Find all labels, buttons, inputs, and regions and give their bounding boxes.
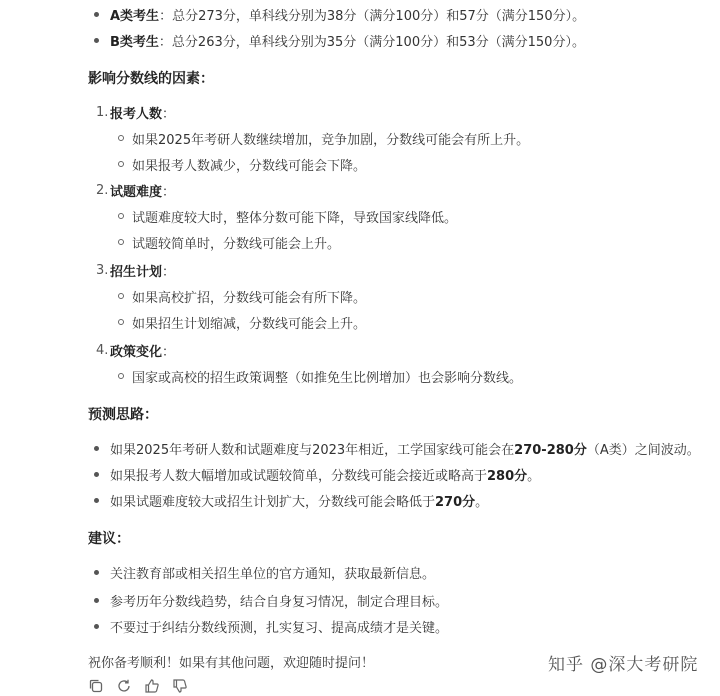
sub-text: 如果2025年考研人数继续增加，竞争加剧，分数线可能会有所上升。 — [132, 132, 530, 148]
section-heading-advice: 建议： — [88, 531, 130, 547]
bullet-icon — [118, 161, 124, 167]
copy-icon[interactable] — [88, 678, 104, 694]
item-colon: ： — [162, 264, 176, 280]
thumbs-up-icon[interactable] — [144, 678, 160, 694]
item-number: 2. — [96, 182, 109, 198]
bullet-icon — [94, 598, 99, 603]
bullet-icon — [94, 624, 99, 629]
bullet-icon — [118, 239, 124, 245]
bullet-icon — [94, 472, 99, 477]
bullet-icon — [94, 12, 99, 17]
list-item — [110, 562, 435, 582]
item-highlight: 270分 — [435, 494, 476, 510]
regenerate-icon[interactable] — [116, 678, 132, 694]
sub-item — [132, 232, 340, 252]
sub-text: 如果报考人数减少，分数线可能会下降。 — [132, 158, 367, 174]
list-item — [110, 490, 488, 510]
bullet-icon — [118, 293, 124, 299]
sub-text: 试题难度较大时，整体分数可能下降，导致国家线降低。 — [132, 210, 458, 226]
item-title: 政策变化 — [110, 344, 163, 360]
item-title: 试题难度 — [110, 184, 163, 200]
message-actions — [88, 678, 188, 694]
item-highlight: 270-280分 — [514, 442, 587, 458]
item-text: 如果试题难度较大或招生计划扩大，分数线可能会略低于 — [110, 494, 436, 510]
sub-item — [132, 206, 457, 226]
item-title: 报考人数 — [110, 106, 163, 122]
bullet-icon — [118, 135, 124, 141]
bullet-icon — [118, 213, 124, 219]
bullet-icon — [118, 373, 124, 379]
list-item — [110, 590, 448, 610]
item-highlight: 280分 — [487, 468, 528, 484]
item-text: 参考历年分数线趋势，结合自身复习情况，制定合理目标。 — [110, 594, 449, 610]
list-item — [110, 616, 448, 636]
numbered-item — [96, 260, 175, 280]
bullet-icon — [94, 498, 99, 503]
item-number: 1. — [96, 104, 109, 120]
item-text: 。 — [527, 468, 541, 484]
bullet-icon — [118, 319, 124, 325]
item-text: 如果2025年考研人数和试题难度与2023年相近，工学国家线可能会在 — [110, 442, 515, 458]
item-number: 3. — [96, 262, 109, 278]
list-item — [110, 30, 585, 50]
sub-item — [132, 286, 366, 306]
numbered-item — [96, 102, 175, 122]
list-item — [110, 438, 700, 458]
item-label: B类考生 — [110, 34, 159, 50]
bullet-icon — [94, 446, 99, 451]
item-text: ：总分263分，单科线分别为35分（满分100分）和53分（满分150分）。 — [158, 34, 585, 50]
item-text: 不要过于纠结分数线预测，扎实复习、提高成绩才是关键。 — [110, 620, 449, 636]
sub-item — [132, 128, 529, 148]
sub-text: 试题较简单时，分数线可能会上升。 — [132, 236, 341, 252]
sub-text: 如果招生计划缩减，分数线可能会上升。 — [132, 316, 367, 332]
closing-text: 祝你备考顺利！如果有其他问题，欢迎随时提问！ — [88, 656, 375, 671]
item-colon: ： — [162, 106, 176, 122]
item-colon: ： — [162, 184, 176, 200]
sub-text: 国家或高校的招生政策调整（如推免生比例增加）也会影响分数线。 — [132, 370, 523, 386]
item-text: ：总分273分，单科线分别为38分（满分100分）和57分（满分150分）。 — [159, 8, 586, 24]
sub-text: 如果高校扩招，分数线可能会有所下降。 — [132, 290, 367, 306]
item-title: 招生计划 — [110, 264, 163, 280]
item-label: A类考生 — [110, 8, 160, 24]
numbered-item — [96, 180, 175, 200]
sub-item — [132, 366, 522, 386]
item-text: （A类）之间波动。 — [586, 442, 700, 458]
section-heading-factors: 影响分数线的因素： — [88, 71, 214, 87]
item-text: 。 — [475, 494, 489, 510]
watermark: 知乎 @深大考研院 — [548, 655, 699, 675]
sub-item — [132, 154, 366, 174]
sub-item — [132, 312, 366, 332]
list-item — [110, 464, 540, 484]
item-colon: ： — [162, 344, 176, 360]
bullet-icon — [94, 38, 99, 43]
list-item — [110, 4, 585, 24]
thumbs-down-icon[interactable] — [172, 678, 188, 694]
numbered-item — [96, 340, 175, 360]
item-text: 关注教育部或相关招生单位的官方通知，获取最新信息。 — [110, 566, 436, 582]
section-heading-prediction: 预测思路： — [88, 407, 158, 423]
bullet-icon — [94, 570, 99, 575]
item-text: 如果报考人数大幅增加或试题较简单，分数线可能会接近或略高于 — [110, 468, 488, 484]
item-number: 4. — [96, 342, 109, 358]
